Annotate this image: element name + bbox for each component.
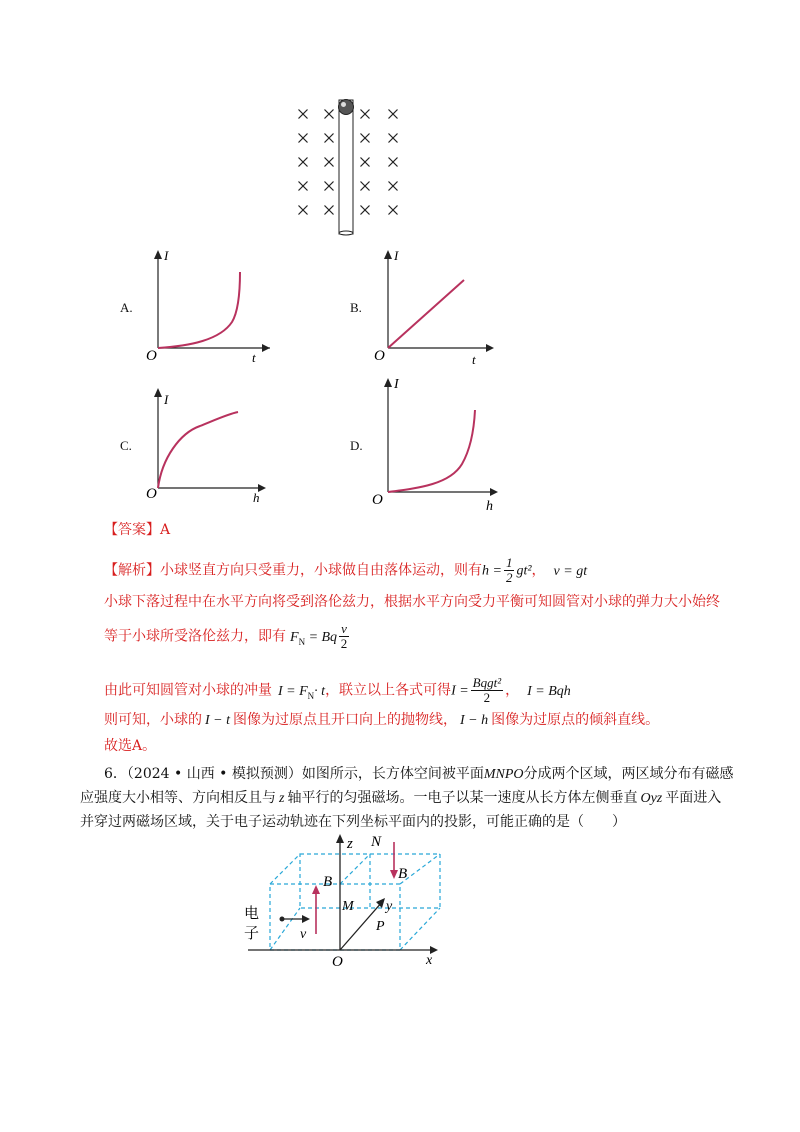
field-cross [325,182,334,191]
dashed-cuboid [270,854,440,950]
z-axis-ref: z [279,791,285,806]
analysis-line-2: 小球下落过程中在水平方向将受到洛伦兹力，根据水平方向受力平衡可知圆管对小球的弹力大小始终 [104,594,720,610]
i-h-label: I − h [460,713,489,728]
q6-text-2b: 轴平行的匀强磁场。一电子以某一速度从长方体左侧垂直 [287,790,638,806]
analysis-text-1: 小球竖直方向只受重力，小球做自由落体运动，则有 [160,562,482,579]
origin-label: O [374,348,385,364]
field-cross [389,158,398,167]
analysis-text-5b: 图像为过原点且开口向上的抛物线， [233,712,457,728]
equation-fn: $F_N = Bq$ [290,629,338,647]
label-b-left: B [323,874,333,890]
y-axis-label: I [164,392,169,407]
option-a-label: A. [120,300,133,315]
plane-label: MNPO [483,767,524,782]
label-p: P [376,919,385,934]
field-cross [325,134,334,143]
equation-i-lhs: I = [451,683,469,699]
graph-d [370,370,510,515]
cuboid-magnetic-field-figure [240,830,460,970]
label-o: O [332,954,343,970]
question-6-line-2 [80,788,721,809]
field-cross [299,158,308,167]
fraction-v-2: $\frac{v}{2}$ [340,621,348,651]
field-cross [299,182,308,191]
equation-h-lhs: h = [482,563,502,579]
x-axis-label: t [472,352,476,367]
x-axis-label: h [253,490,260,505]
label-electron-1: 电 [244,906,260,922]
analysis-text-4b: ，联立以上各式可得 [325,682,452,699]
field-cross [325,110,334,119]
fraction-bqgt2: $\frac{\text{Bqgt²}}{2}$ [472,675,502,705]
curve-d [388,410,475,492]
field-cross [325,158,334,167]
fraction-half: $\frac{1}{2}$ [505,555,513,585]
curve-a [158,272,240,348]
separator: ， [531,562,546,579]
field-cross [299,110,308,119]
origin-label: O [146,348,157,364]
analysis-line-4 [104,676,571,705]
q6-text-2c: 平面进入 [665,790,722,806]
y-axis-label: I [394,377,399,392]
label-y: y [386,899,393,914]
equation-impulse: $I = F_N\cdot t$ [278,683,326,701]
field-cross [361,182,370,191]
analysis-line-1 [104,556,587,585]
field-cross [361,206,370,215]
label-z: z [347,836,353,852]
analysis-line-5 [104,710,659,731]
curve-c [158,412,238,488]
answer-value: A [160,522,171,538]
analysis-text-3: 等于小球所受洛伦兹力，即有 [104,628,286,645]
graph-b [370,240,510,370]
small-ball [339,100,354,115]
graph-c [140,378,280,508]
analysis-text-5c: 图像为过原点的倾斜直线。 [491,712,660,728]
q6-text-1a: 6．（2024 • 山西 • 模拟预测）如图所示，长方体空间被平面 [104,766,484,782]
question-6-line-3: 并穿过两磁场区域，关于电子运动轨迹在下列坐标平面内的投影，可能正确的是（ ） [80,814,626,830]
question-6-line-1 [104,764,734,785]
vertical-tube [339,100,353,234]
field-cross [299,134,308,143]
option-b-label: B. [350,300,362,315]
separator: ， [505,682,520,699]
field-cross [389,134,398,143]
q6-text-2a: 应强度大小相等、方向相反且与 [80,790,276,806]
analysis-text-5a: 则可知，小球的 [104,712,202,728]
y-axis-label: I [394,248,399,263]
field-cross [389,182,398,191]
oyz-plane-ref: Oyz [640,791,663,806]
graph-a [140,240,280,370]
field-cross [389,206,398,215]
analysis-line-6: 故选A。 [104,738,157,754]
curve-b [388,280,464,348]
equation-h-rhs: gt² [516,563,532,579]
label-n: N [371,834,382,850]
field-cross [361,158,370,167]
analysis-tag: 【解析】 [104,562,160,579]
i-t-label: I − t [205,713,230,728]
field-cross [389,110,398,119]
analysis-text-4: 由此可知圆管对小球的冲量 [104,682,272,699]
field-cross [325,206,334,215]
option-d-label: D. [350,438,363,453]
analysis-line-3 [104,622,351,651]
field-cross [361,110,370,119]
equation-i-bqh: I = Bqh [527,683,571,699]
option-c-label: C. [120,438,132,453]
label-m: M [342,899,354,914]
equation-v: v = gt [553,563,588,579]
origin-label: O [372,492,383,508]
answer-tag: 【答案】 [104,522,160,538]
magnetic-field-tube-figure [285,92,415,237]
label-electron-2: 子 [244,926,260,942]
x-axis-label: h [486,499,493,514]
q6-text-1b: 分成两个区域，两区域分布有磁感 [523,766,734,782]
label-x: x [426,953,433,968]
field-cross [361,134,370,143]
x-axis-label: t [252,350,256,365]
answer-line [104,520,170,540]
electron-dot [280,917,285,922]
label-b-right: B [398,866,408,882]
field-cross [299,206,308,215]
origin-label: O [146,486,157,502]
label-v: v [300,927,307,942]
y-axis-label: I [164,248,169,263]
